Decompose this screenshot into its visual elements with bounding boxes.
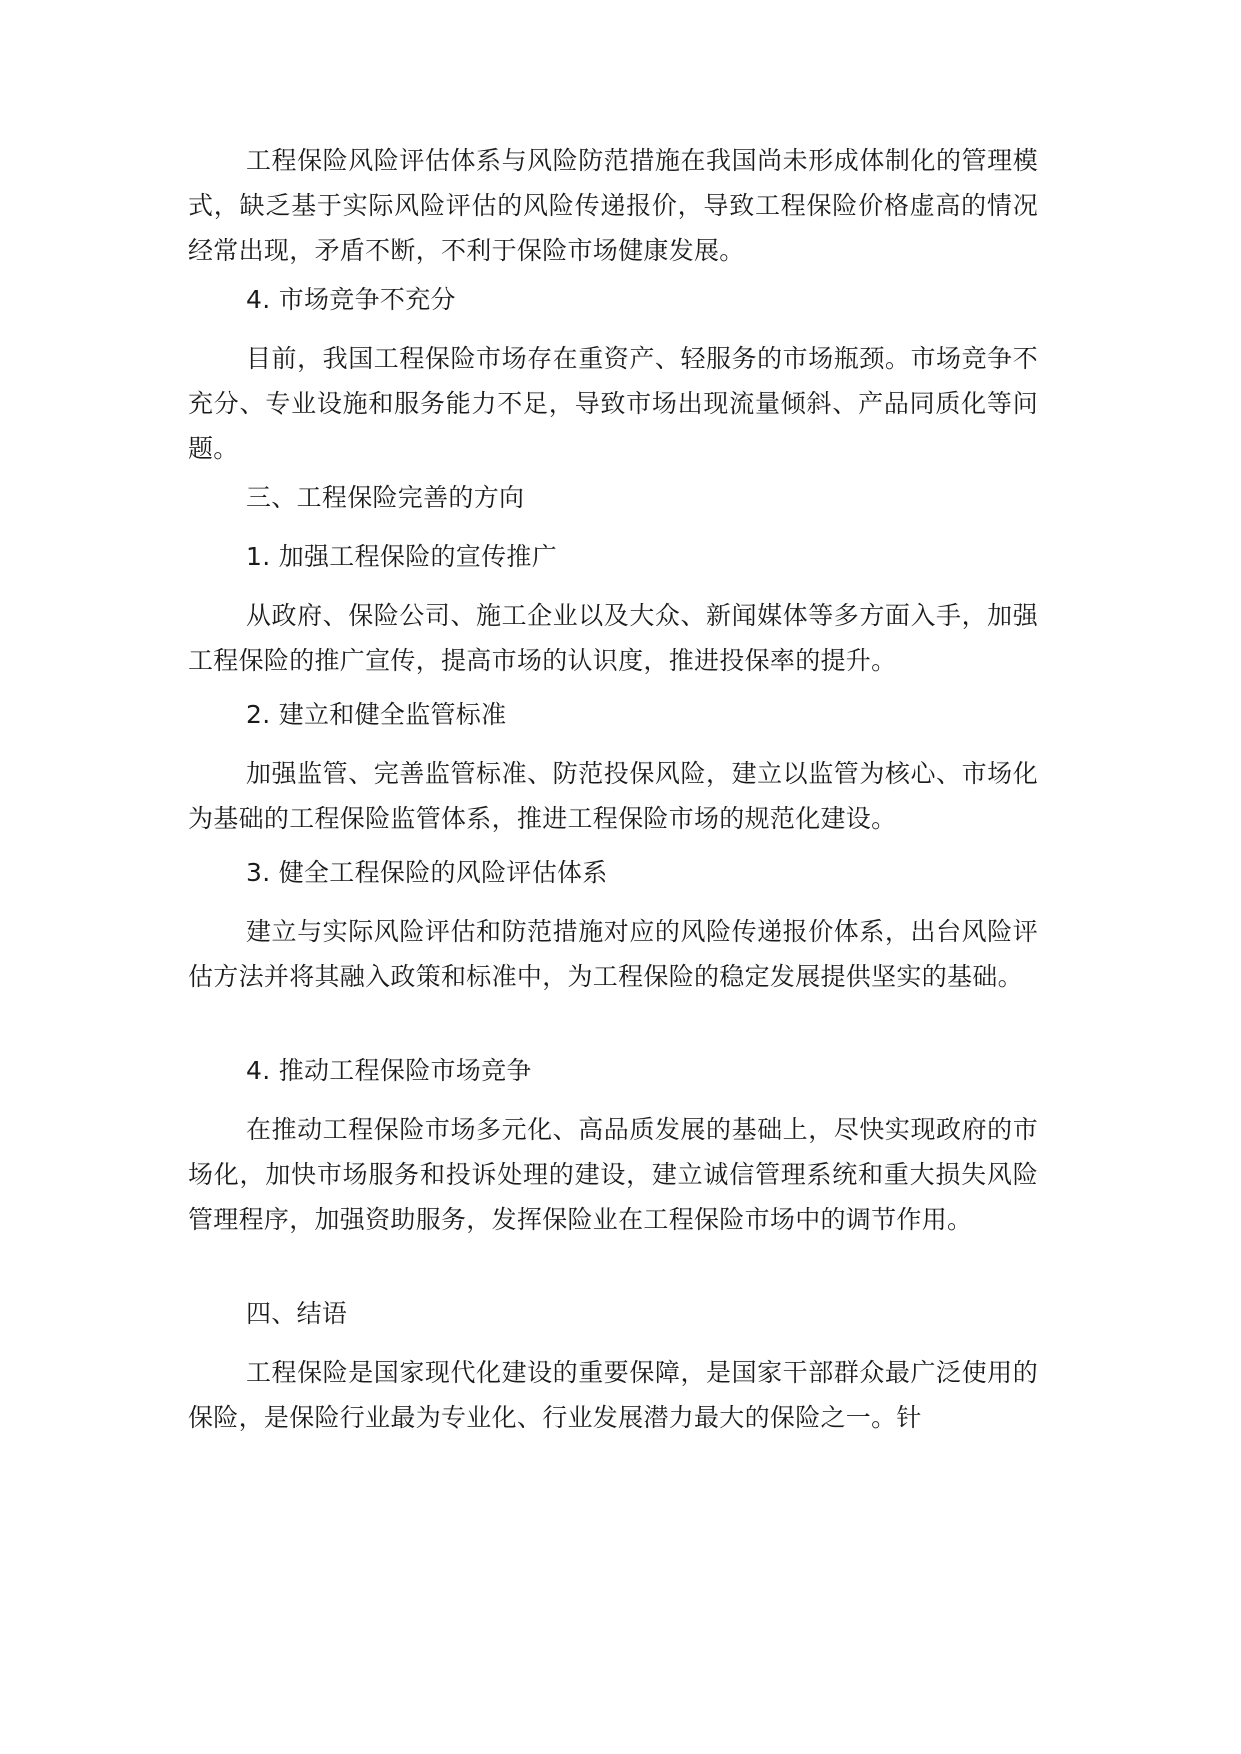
paragraph-risk-assessment: 工程保险风险评估体系与风险防范措施在我国尚未形成体制化的管理模式，缺乏基于实际风险评估的风险传递报价，导致工程保险价格虚高的情况经常出现，矛盾不断，不利于保险市场健康发展。 [188, 146, 1038, 265]
paragraph-competition: 在推动工程保险市场多元化、高品质发展的基础上，尽快实现政府的市场化，加快市场服务和投诉处理的建设，建立诚信管理系统和重大损失风险管理程序，加强资助服务，发挥保险业在工程保险市场中的调节作用。 [188, 1115, 1038, 1234]
subheading-risk-assessment-system: 3. 健全工程保险的风险评估体系 [246, 858, 608, 887]
subheading-promote-competition: 4. 推动工程保险市场竞争 [246, 1056, 532, 1085]
subheading-promotion: 1. 加强工程保险的宣传推广 [246, 542, 558, 571]
paragraph-risk-system: 建立与实际风险评估和防范措施对应的风险传递报价体系，出台风险评估方法并将其融入政策和标准中，为工程保险的稳定发展提供坚实的基础。 [188, 917, 1038, 991]
paragraph-supervision: 加强监管、完善监管标准、防范投保风险，建立以监管为核心、市场化为基础的工程保险监管体系，推进工程保险市场的规范化建设。 [188, 759, 1038, 833]
section-heading-conclusion: 四、结语 [246, 1299, 348, 1328]
paragraph-market-bottleneck: 目前，我国工程保险市场存在重资产、轻服务的市场瓶颈。市场竞争不充分、专业设施和服务能力不足，导致市场出现流量倾斜、产品同质化等问题。 [188, 344, 1038, 463]
paragraph-conclusion: 工程保险是国家现代化建设的重要保障，是国家干部群众最广泛使用的保险，是保险行业最为专业化、行业发展潜力最大的保险之一。针 [188, 1358, 1038, 1432]
paragraph-promotion: 从政府、保险公司、施工企业以及大众、新闻媒体等多方面入手，加强工程保险的推广宣传，提高市场的认识度，推进投保率的提升。 [188, 601, 1038, 675]
subheading-market-competition: 4. 市场竞争不充分 [246, 285, 456, 314]
subheading-supervision-standards: 2. 建立和健全监管标准 [246, 700, 507, 729]
section-heading-improvement-direction: 三、工程保险完善的方向 [246, 483, 525, 512]
